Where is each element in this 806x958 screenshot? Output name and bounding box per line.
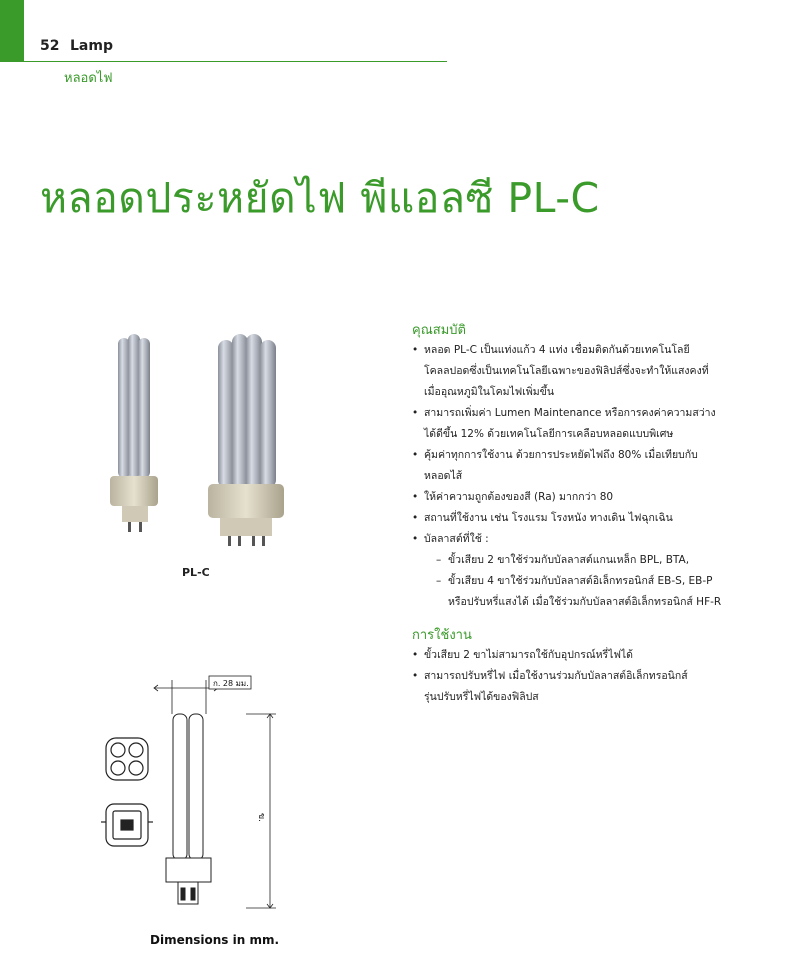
- ballast-sub-item: – ขั้วเสียบ 4 ขาใช้ร่วมกับบัลลาสต์อิเล็กทรอนิกส์ EB-S, EB-P หรือปรับหรี่แสงได้ เมื่อใช้ร่วมกับบัลลาสต์อิเล็กทรอนิกส์ HF-R: [412, 571, 792, 613]
- product-photo: [104, 330, 304, 550]
- page-title: หลอดประหยัดไฟ พีแอลซี PL-C: [40, 174, 600, 222]
- green-section-tab: [0, 0, 24, 62]
- usage-heading: การใช้งาน: [412, 628, 472, 643]
- features-list: [412, 340, 792, 613]
- lamp-4-pin-image: [208, 334, 284, 546]
- feature-item: • สามารถเพิ่มค่า Lumen Maintenance หรือการคงค่าความสว่าง ได้ดีขึ้น 12% ด้วยเทคโนโลยีการเคลือบหลอดแบบพิเศษ: [412, 403, 792, 445]
- feature-item: • คุ้มค่าทุกการใช้งาน ด้วยการประหยัดไฟถึง 80% เมื่อเทียบกับ หลอดไส้: [412, 445, 792, 487]
- subsection-label: หลอดไฟ: [64, 71, 113, 86]
- feature-item: • ให้ค่าความถูกต้องของสี (Ra) มากกว่า 80: [412, 487, 792, 508]
- ballast-sub-item: – ขั้วเสียบ 2 ขาใช้ร่วมกับบัลลาสต์แกนเหล็ก BPL, BTA,: [412, 550, 792, 571]
- usage-list: [412, 645, 792, 708]
- base-view-icon: [101, 804, 153, 846]
- height-label: ข.: [256, 813, 266, 823]
- usage-item: • ขั้วเสียบ 2 ขาไม่สามารถใช้กับอุปกรณ์หรี่ไฟได้: [412, 645, 792, 666]
- feature-item: • บัลลาสต์ที่ใช้ :: [412, 529, 792, 550]
- height-dimension: [246, 714, 276, 908]
- dimensions-caption: Dimensions in mm.: [150, 933, 280, 947]
- usage-item: • สามารถปรับหรี่ไฟ เมื่อใช้งานร่วมกับบัลลาสต์อิเล็กทรอนิกส์ รุ่นปรับหรี่ไฟได้ของฟิลิปส: [412, 666, 792, 708]
- features-heading: คุณสมบัติ: [412, 323, 466, 338]
- description-column: [412, 322, 792, 708]
- feature-item: • สถานที่ใช้งาน เช่น โรงแรม โรงหนัง ทางเดิน ไฟฉุกเฉิน: [412, 508, 792, 529]
- header-rule: [24, 61, 447, 62]
- lamp-side-view: [166, 714, 211, 904]
- width-label: ก. 28 มม.: [213, 679, 249, 688]
- lamp-2-pin-image: [110, 334, 158, 532]
- top-view-four-tubes-icon: [106, 738, 148, 780]
- photo-caption: PL-C: [182, 566, 210, 579]
- section-name: Lamp: [70, 38, 113, 54]
- feature-item: • หลอด PL-C เป็นแท่งแก้ว 4 แท่ง เชื่อมติดกันด้วยเทคโนโลยี โคลลปอดซึ่งเป็นเทคโนโลยีเฉพาะของฟิลิปส์ซึ่งจะทำให้แสงคงที่ เมื่ออุณหภูมิในโคมไฟเพิ่มขึ้น: [412, 340, 792, 403]
- dimension-drawing: [96, 670, 286, 920]
- width-dimension: [154, 680, 218, 714]
- page-number: 52: [40, 38, 60, 54]
